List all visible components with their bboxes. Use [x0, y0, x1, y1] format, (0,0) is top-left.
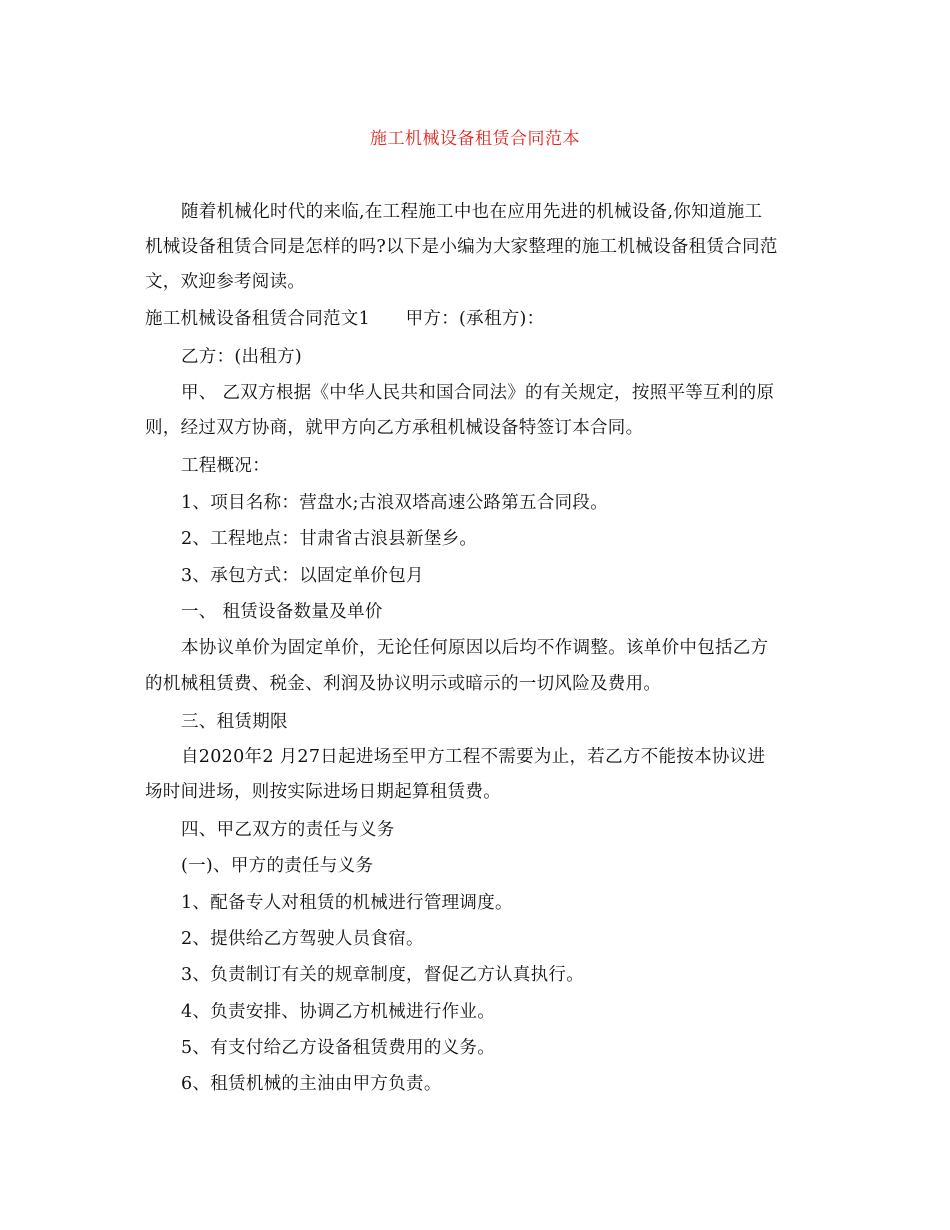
paragraph-line: 自2020年2 月27日起进场至甲方工程不需要为止，若乙方不能按本协议进 [181, 747, 766, 767]
list-item: 2、提供给乙方驾驶人员食宿。 [181, 929, 424, 949]
contract-heading-line: 施工机械设备租赁合同范文1 甲方：(承租方)： [145, 309, 545, 329]
list-item: 6、租赁机械的主油由甲方负责。 [181, 1074, 442, 1094]
paragraph-line: 则，经过双方协商，就甲方向乙方承租机械设备特签订本合同。 [145, 418, 644, 438]
party-b-line: 乙方：(出租方) [181, 347, 303, 367]
section-heading: 四、甲乙双方的责任与义务 [181, 820, 395, 840]
list-item: 5、有支付给乙方设备租赁费用的义务。 [181, 1038, 496, 1058]
list-item: 3、承包方式：以固定单价包月 [181, 566, 424, 586]
list-item: 4、负责安排、协调乙方机械进行作业。 [181, 1002, 496, 1022]
subsection-heading: (一)、甲方的责任与义务 [181, 856, 374, 876]
paragraph-line: 文，欢迎参考阅读。 [145, 272, 306, 292]
list-item: 1、配备专人对租赁的机械进行管理调度。 [181, 893, 513, 913]
document-title: 施工机械设备租赁合同范本 [370, 129, 580, 149]
list-item: 2、工程地点：甘肃省古浪县新堡乡。 [181, 529, 478, 549]
paragraph-line: 甲、 乙双方根据《中华人民共和国合同法》的有关规定，按照平等互利的原 [181, 383, 775, 403]
section-heading: 一、 租赁设备数量及单价 [181, 602, 383, 622]
paragraph-line: 的机械租赁费、税金、利润及协议明示或暗示的一切风险及费用。 [145, 674, 662, 694]
paragraph-line: 本协议单价为固定单价，无论任何原因以后均不作调整。该单价中包括乙方 [181, 638, 769, 658]
section-heading: 三、租赁期限 [181, 712, 288, 732]
section-heading: 工程概况： [181, 456, 270, 476]
paragraph-line: 场时间进场，则按实际进场日期起算租赁费。 [145, 782, 501, 802]
list-item: 3、负责制订有关的规章制度，督促乙方认真执行。 [181, 965, 585, 985]
paragraph-line: 机械设备租赁合同是怎样的吗?以下是小编为大家整理的施工机械设备租赁合同范 [145, 237, 778, 257]
list-item: 1、项目名称：营盘水;古浪双塔高速公路第五合同段。 [181, 493, 609, 513]
paragraph-line: 随着机械化时代的来临,在工程施工中也在应用先进的机械设备,你知道施工 [181, 202, 763, 222]
